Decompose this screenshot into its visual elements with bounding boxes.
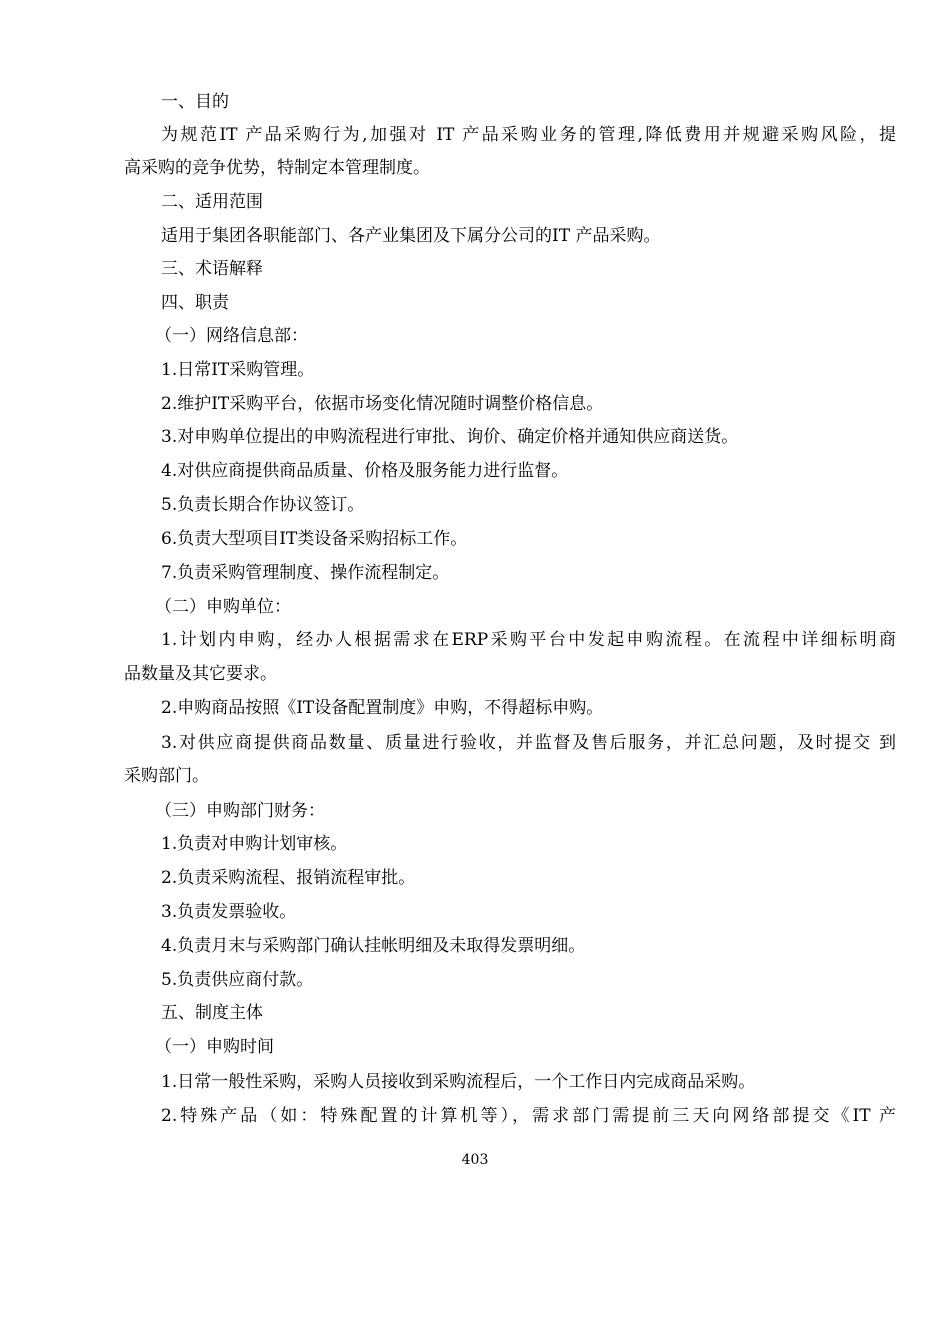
subheading-it-dept: （一）网络信息部： <box>155 326 308 346</box>
paragraph-line: 适用于集团各职能部门、各产业集团及下属分公司的IT 产品采购。 <box>161 226 661 246</box>
page-number: 403 <box>461 1152 489 1168</box>
list-item: 1.负责对申购计划审核。 <box>161 834 348 854</box>
list-item: 3.负责发票验收。 <box>161 902 297 922</box>
heading-main-body: 五、制度主体 <box>161 1003 263 1023</box>
list-item: 3.对供应商提供商品数量、质量进行验收，并监督及售后服务，并汇总问题，及时提交 到 <box>161 733 896 753</box>
list-item: 3.对申购单位提出的申购流程进行审批、询价、确定价格并通知供应商送货。 <box>161 427 739 447</box>
list-item: 5.负责供应商付款。 <box>161 970 314 990</box>
heading-duties: 四、职责 <box>161 293 229 313</box>
list-item-continuation: 采购部门。 <box>124 766 209 786</box>
list-item: 2.申购商品按照《IT设备配置制度》申购，不得超标申购。 <box>161 698 604 718</box>
heading-terms: 三、术语解释 <box>161 259 263 279</box>
list-item: 2.负责采购流程、报销流程审批。 <box>161 868 416 888</box>
list-item: 4.对供应商提供商品质量、价格及服务能力进行监督。 <box>161 461 569 481</box>
list-item: 5.负责长期合作协议签订。 <box>161 495 365 515</box>
heading-scope: 二、适用范围 <box>161 192 263 212</box>
heading-purpose: 一、目的 <box>161 92 229 112</box>
list-item: 1.日常IT采购管理。 <box>161 360 315 380</box>
paragraph-line: 为规范IT 产品采购行为,加强对 IT 产品采购业务的管理,降低费用并规避采购风险，提 <box>161 125 896 145</box>
paragraph-line: 高采购的竞争优势，特制定本管理制度。 <box>124 158 430 178</box>
subheading-request-time: （一）申购时间 <box>155 1037 274 1057</box>
list-item: 2.维护IT采购平台，依据市场变化情况随时调整价格信息。 <box>161 394 604 414</box>
subheading-requesting-unit: （二）申购单位： <box>155 597 291 617</box>
subheading-finance: （三）申购部门财务： <box>155 801 325 821</box>
list-item: 2.特殊产品（如：特殊配置的计算机等），需求部门需提前三天向网络部提交《IT 产 <box>161 1106 896 1126</box>
list-item-continuation: 品数量及其它要求。 <box>124 664 277 684</box>
list-item: 1.日常一般性采购，采购人员接收到采购流程后，一个工作日内完成商品采购。 <box>161 1072 756 1092</box>
list-item: 6.负责大型项目IT类设备采购招标工作。 <box>161 529 468 549</box>
list-item: 7.负责采购管理制度、操作流程制定。 <box>161 563 450 583</box>
list-item: 1.计划内申购，经办人根据需求在ERP采购平台中发起申购流程。在流程中详细标明商 <box>161 630 896 650</box>
list-item: 4.负责月末与采购部门确认挂帐明细及未取得发票明细。 <box>161 936 586 956</box>
